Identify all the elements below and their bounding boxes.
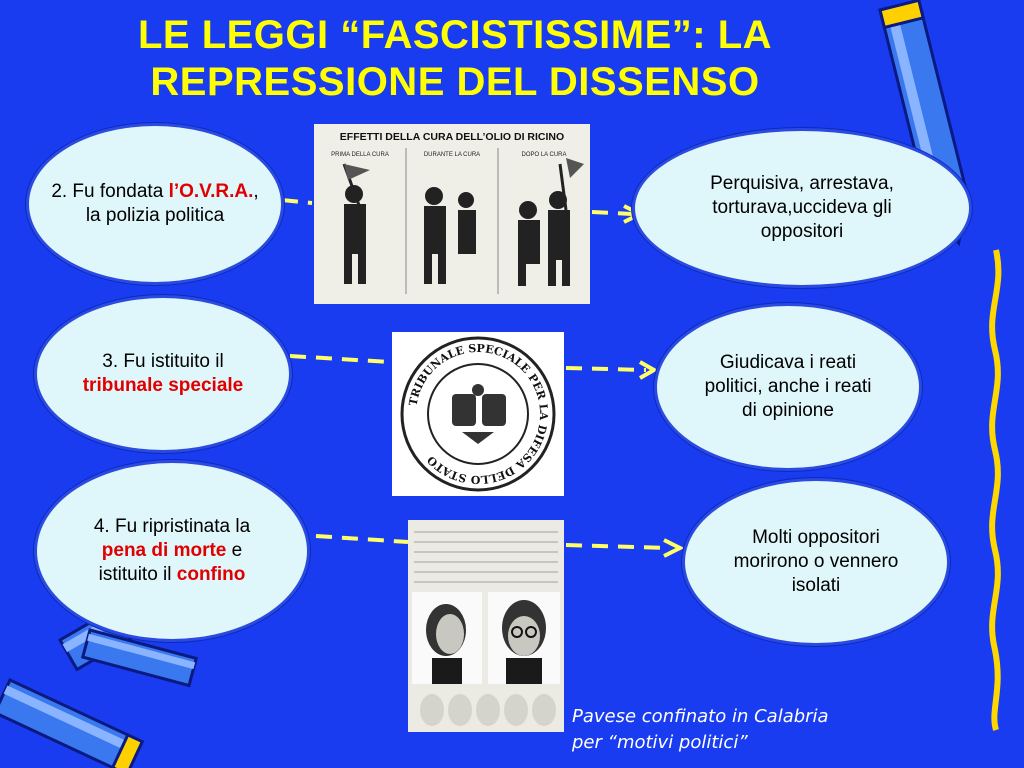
- mugshot-drawing: [408, 520, 564, 732]
- arrowhead-2: [640, 362, 654, 378]
- node-ovra-highlight: l’O.V.R.A.: [168, 181, 254, 202]
- node-giudicava-text: Giudicava i reati politici, anche i reati di opinione: [704, 352, 872, 421]
- slide-title: [30, 12, 880, 106]
- node-molti-text: Molti oppositori morirono o vennero isolati: [733, 527, 899, 596]
- node-pena-highlight: pena di morte: [101, 540, 227, 561]
- cartoon-image: [314, 124, 590, 304]
- cartoon-panel-2: DURANTE LA CURA: [423, 152, 481, 158]
- node-ovra-post: , la polizia politica: [85, 181, 259, 226]
- node-giudicava: [654, 303, 922, 471]
- seal-text: TRIBUNALE SPECIALE PER LA DIFESA DELLO STATO: [406, 341, 551, 487]
- seal-drawing: [392, 332, 564, 496]
- node-confino-highlight: confino: [176, 564, 246, 585]
- title-line-2: REPRESSIONE DEL DISSENSO: [150, 60, 760, 104]
- pencil-icon-bottom-2: [0, 680, 142, 768]
- node-molti-oppositori: [682, 478, 950, 646]
- cartoon-heading: EFFETTI DELLA CURA DELL’OLIO DI RICINO: [339, 131, 565, 143]
- cartoon-drawing: [314, 124, 590, 304]
- photo-caption: [572, 704, 829, 756]
- node-ovra: [26, 123, 284, 285]
- caption-line-2: per “motivi politici”: [572, 732, 748, 753]
- cartoon-panel-3: DOPO LA CURA: [521, 152, 567, 158]
- node-pena-mid: e istituito il: [98, 540, 243, 585]
- node-pena-pre: 4. Fu ripristinata la: [93, 516, 251, 537]
- tribunale-seal-image: [392, 332, 564, 496]
- connector-1: [282, 200, 312, 203]
- mugshot-image: [408, 520, 564, 732]
- arrowhead-3: [664, 540, 680, 556]
- node-pena-di-morte: [34, 460, 310, 642]
- node-ovra-pre: 2. Fu fondata: [51, 181, 169, 202]
- node-perquisiva-text: Perquisiva, arrestava, torturava,uccideva gli oppositori: [710, 173, 894, 242]
- cartoon-panel-1: PRIMA DELLA CURA: [331, 152, 389, 158]
- node-tribunale: [34, 295, 292, 453]
- node-tribunale-pre: 3. Fu istituito il: [102, 351, 224, 372]
- title-line-1: LE LEGGI “FASCISTISSIME”: LA: [137, 13, 773, 57]
- node-perquisiva: [632, 128, 972, 288]
- connector-1b: [592, 212, 632, 214]
- wavy-line-decoration: [992, 250, 998, 730]
- node-tribunale-highlight: tribunale speciale: [82, 375, 244, 396]
- caption-line-1: Pavese confinato in Calabria: [572, 706, 829, 727]
